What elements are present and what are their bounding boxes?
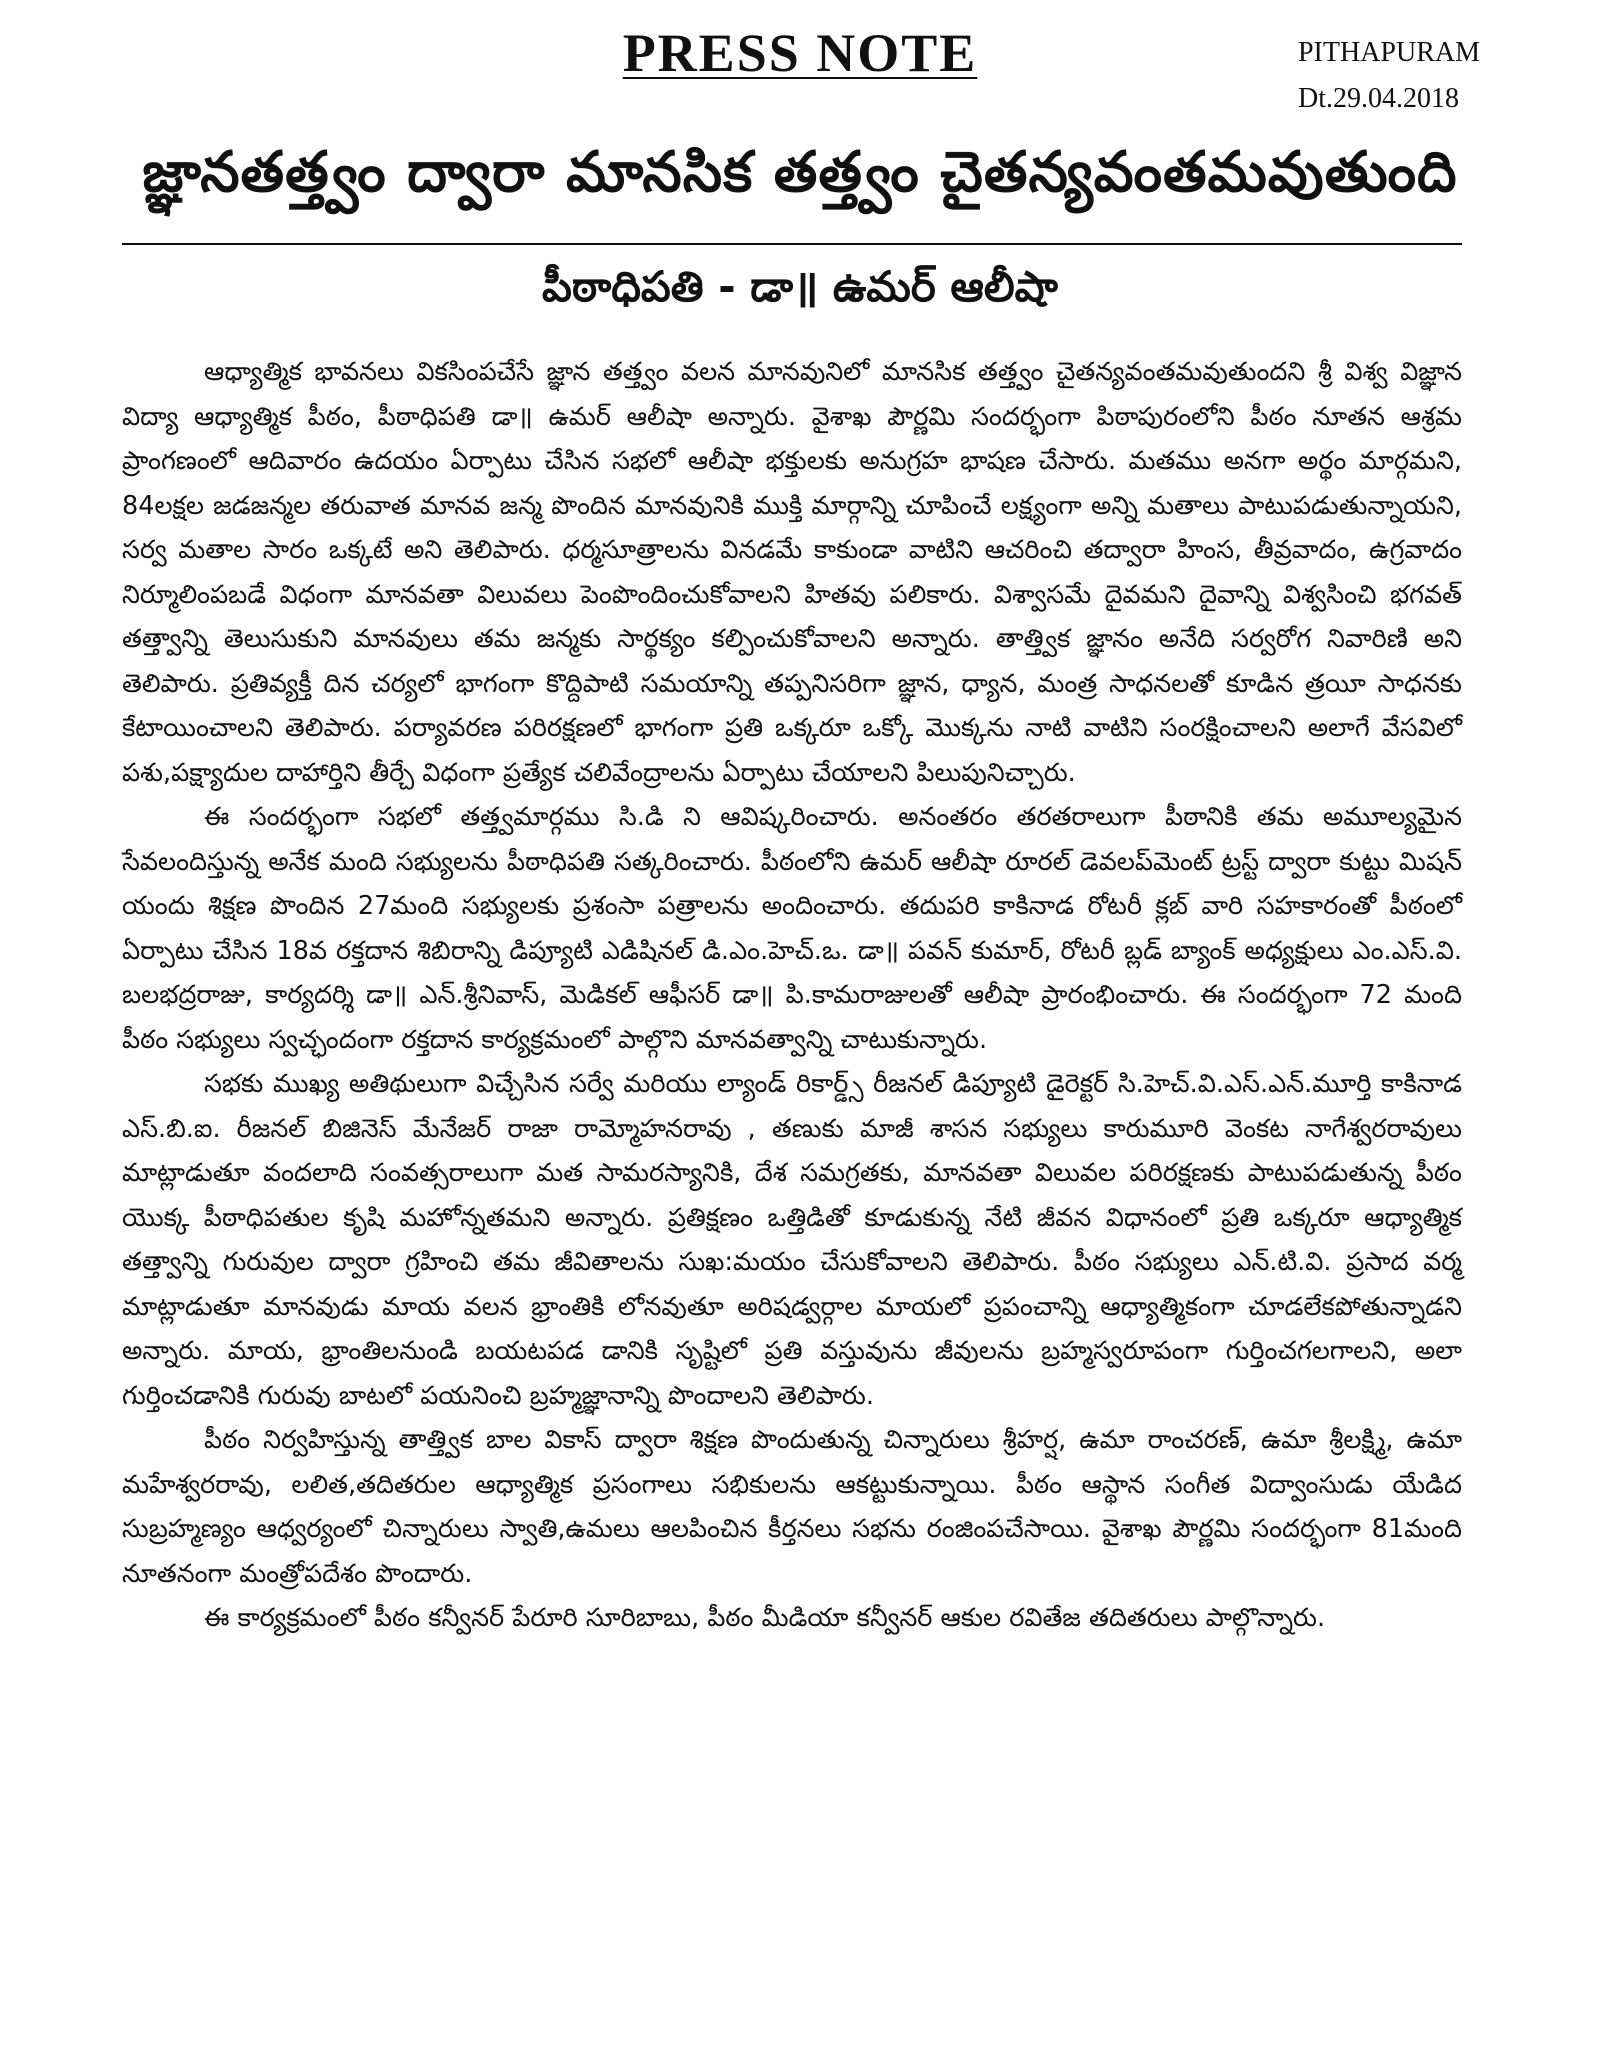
place-name: PITHAPURAM xyxy=(1297,37,1480,68)
paragraph-1: ఆధ్యాత్మిక భావనలు వికసింపచేసే జ్ఞాన తత్త్వం వలన మానవునిలో మానసిక తత్త్వం చైతన్యవంతమవుతుందని శ్రీ విశ్వ విజ్ఞాన విద్యా ఆధ్యాత్మిక పీఠం, పీఠాధిపతి డా॥ ఉమర్ ఆలీషా అన్నారు. వైశాఖ పౌర్ణమి సందర్భంగా పిఠాపురంలోని పీఠం నూతన ఆశ్రమ ప్రాంగణంలో ఆదివారం ఉదయం ఏర్పాటు చేసిన సభలో ఆలీషా భక్తులకు అనుగ్రహ భాషణ చేసారు. మతము అనగా అర్థం మార్గమని, 84లక్షల జడజన్మల తరువాత మానవ జన్మ పొందిన మానవునికి ముక్తి మార్గాన్ని చూపించే లక్ష్యంగా అన్ని మతాలు పాటుపడుతున్నాయని, సర్వ మతాల సారం ఒక్కటే అని తెలిపారు. ధర్మసూత్రాలను వినడమే కాకుండా వాటిని ఆచరించి తద్వారా హింస, తీవ్రవాదం, ఉగ్రవాదం నిర్మూలింపబడే విధంగా మానవతా విలువలు పెంపొందించుకోవాలని హితవు పలికారు. విశ్వాసమే దైవమని దైవాన్ని విశ్వసించి భగవత్ తత్త్వాన్ని తెలుసుకుని మానవులు తమ జన్మకు సార్థక్యం కల్పించుకోవాలని అన్నారు. తాత్త్విక జ్ఞానం అనేది సర్వరోగ నివారిణి అని తెలిపారు. ప్రతివ్యక్తీ దిన చర్యలో భాగంగా కొద్దిపాటి సమయాన్ని తప్పనిసరిగా జ్ఞాన, ధ్యాన, మంత్ర సాధనలతో కూడిన త్రయీ సాధనకు కేటాయించాలని తెలిపారు. పర్యావరణ పరిరక్షణలో భాగంగా ప్రతి ఒక్కరూ ఒక్కో మొక్కను నాటి వాటిని సంరక్షించాలని అలాగే వేసవిలో పశు,పక్ష్యాదుల దాహార్తిని తీర్చే విధంగా ప్రత్యేక చలివేంద్రాలను ఏర్పాటు చేయాలని పిలుపునిచ్చారు. xyxy=(122,357,1462,788)
headline: జ్ఞానతత్త్వం ద్వారా మానసిక తత్త్వం చైతన్యవంతమవుతుంది xyxy=(142,140,1458,205)
place-date-block xyxy=(1298,30,1480,122)
paragraph-3: సభకు ముఖ్య అతిథులుగా విచ్చేసిన సర్వే మరియు ల్యాండ్ రికార్డ్స్ రీజనల్ డిప్యూటి డైరెక్టర్ సి.హెచ్.వి.ఎస్.ఎన్.మూర్తి కాకినాడ ఎస్.బి.ఐ. రీజనల్ బిజినెస్ మేనేజర్ రాజా రామ్మోహనరావు , తణుకు మాజీ శాసన సభ్యులు కారుమూరి వెంకట నాగేశ్వరరావులు మాట్లాడుతూ వందలాది సంవత్సరాలుగా మత సామరస్యానికి, దేశ సమగ్రతకు, మానవతా విలువల పరిరక్షణకు పాటుపడుతున్న పీఠం యొక్క పీఠాధిపతుల కృషి మహోన్నతమని అన్నారు. ప్రతిక్షణం ఒత్తిడితో కూడుకున్న నేటి జీవన విధానంలో ప్రతి ఒక్కరూ ఆధ్యాత్మిక తత్త్వాన్ని గురువుల ద్వారా గ్రహించి తమ జీవితాలను సుఖ:మయం చేసుకోవాలని తెలిపారు. పీఠం సభ్యులు ఎన్.టి.వి. ప్రసాద వర్మ మాట్లాడుతూ మానవుడు మాయ వలన భ్రాంతికి లోనవుతూ అరిషడ్వర్గాల మాయలో ప్రపంచాన్ని ఆధ్యాత్మికంగా చూడలేకపోతున్నాడని అన్నారు. మాయ, భ్రాంతిలనుండి బయటపడ డానికి సృష్టిలో ప్రతి వస్తువును జీవులను బ్రహ్మస్వరూపంగా గుర్తించగలగాలని, అలా గుర్తించడానికి గురువు బాటలో పయనించి బ్రహ్మజ్ఞానాన్ని పొందాలని తెలిపారు. xyxy=(122,1069,1462,1411)
release-date: Dt.29.04.2018 xyxy=(1297,83,1459,114)
paragraph-4: పీఠం నిర్వహిస్తున్న తాత్త్విక బాల వికాస్ ద్వారా శిక్షణ పొందుతున్న చిన్నారులు శ్రీహర్ష, ఉమా రాంచరణ్, ఉమా శ్రీలక్ష్మి, ఉమా మహేశ్వరరావు, లలిత,తదితరుల ఆధ్యాత్మిక ప్రసంగాలు సభికులను ఆకట్టుకున్నాయి. పీఠం ఆస్థాన సంగీత విద్వాంసుడు యేడిద సుబ్రహ్మణ్యం ఆధ్వర్యంలో చిన్నారులు స్వాతి,ఉమలు ఆలపించిన కీర్తనలు సభను రంజింపచేసాయి. వైశాఖ పౌర్ణమి సందర్భంగా 81మంది నూతనంగా మంత్రోపదేశం పొందారు. xyxy=(122,1425,1462,1589)
paragraph-5: ఈ కార్యక్రమంలో పీఠం కన్వీనర్ పేరూరి సూరిబాబు, పీఠం మీడియా కన్వీనర్ ఆకుల రవితేజ తదితరులు పాల్గొన్నారు. xyxy=(204,1603,1326,1633)
article-body xyxy=(122,350,1462,1641)
subheadline: పీఠాధిపతి - డా॥ ఉమర్ ఆలీషా xyxy=(542,262,1058,311)
press-note-title-text: PRESS NOTE xyxy=(622,23,978,83)
paragraph-2: ఈ సందర్భంగా సభలో తత్త్వమార్గము సి.డి ని ఆవిష్కరించారు. అనంతరం తరతరాలుగా పీఠానికి తమ అమూల్యమైన సేవలందిస్తున్న అనేక మంది సభ్యులను పీఠాధిపతి సత్కరించారు. పీఠంలోని ఉమర్ ఆలీషా రూరల్ డెవలప్‌మెంట్ ట్రస్ట్ ద్వారా కుట్టు మిషన్ యందు శిక్షణ పొందిన 27మంది సభ్యులకు ప్రశంసా పత్రాలను అందించారు. తదుపరి కాకినాడ రోటరీ క్లబ్ వారి సహకారంతో పీఠంలో ఏర్పాటు చేసిన 18వ రక్తదాన శిబిరాన్ని డిప్యూటి ఎడిషినల్ డి.ఎం.హెచ్.ఒ. డా॥ పవన్ కుమార్, రోటరీ బ్లడ్ బ్యాంక్ అధ్యక్షులు ఎం.ఎస్.వి. బలభద్రరాజు, కార్యదర్శి డా॥ ఎన్.శ్రీనివాస్, మెడికల్ ఆఫీసర్ డా॥ పి.కామరాజులతో ఆలీషా ప్రారంభించారు. ఈ సందర్భంగా 72 మంది పీఠం సభ్యులు స్వచ్ఛందంగా రక్తదాన కార్యక్రమంలో పాల్గొని మానవత్వాన్ని చాటుకున్నారు. xyxy=(122,802,1462,1055)
headline-divider xyxy=(122,243,1462,245)
